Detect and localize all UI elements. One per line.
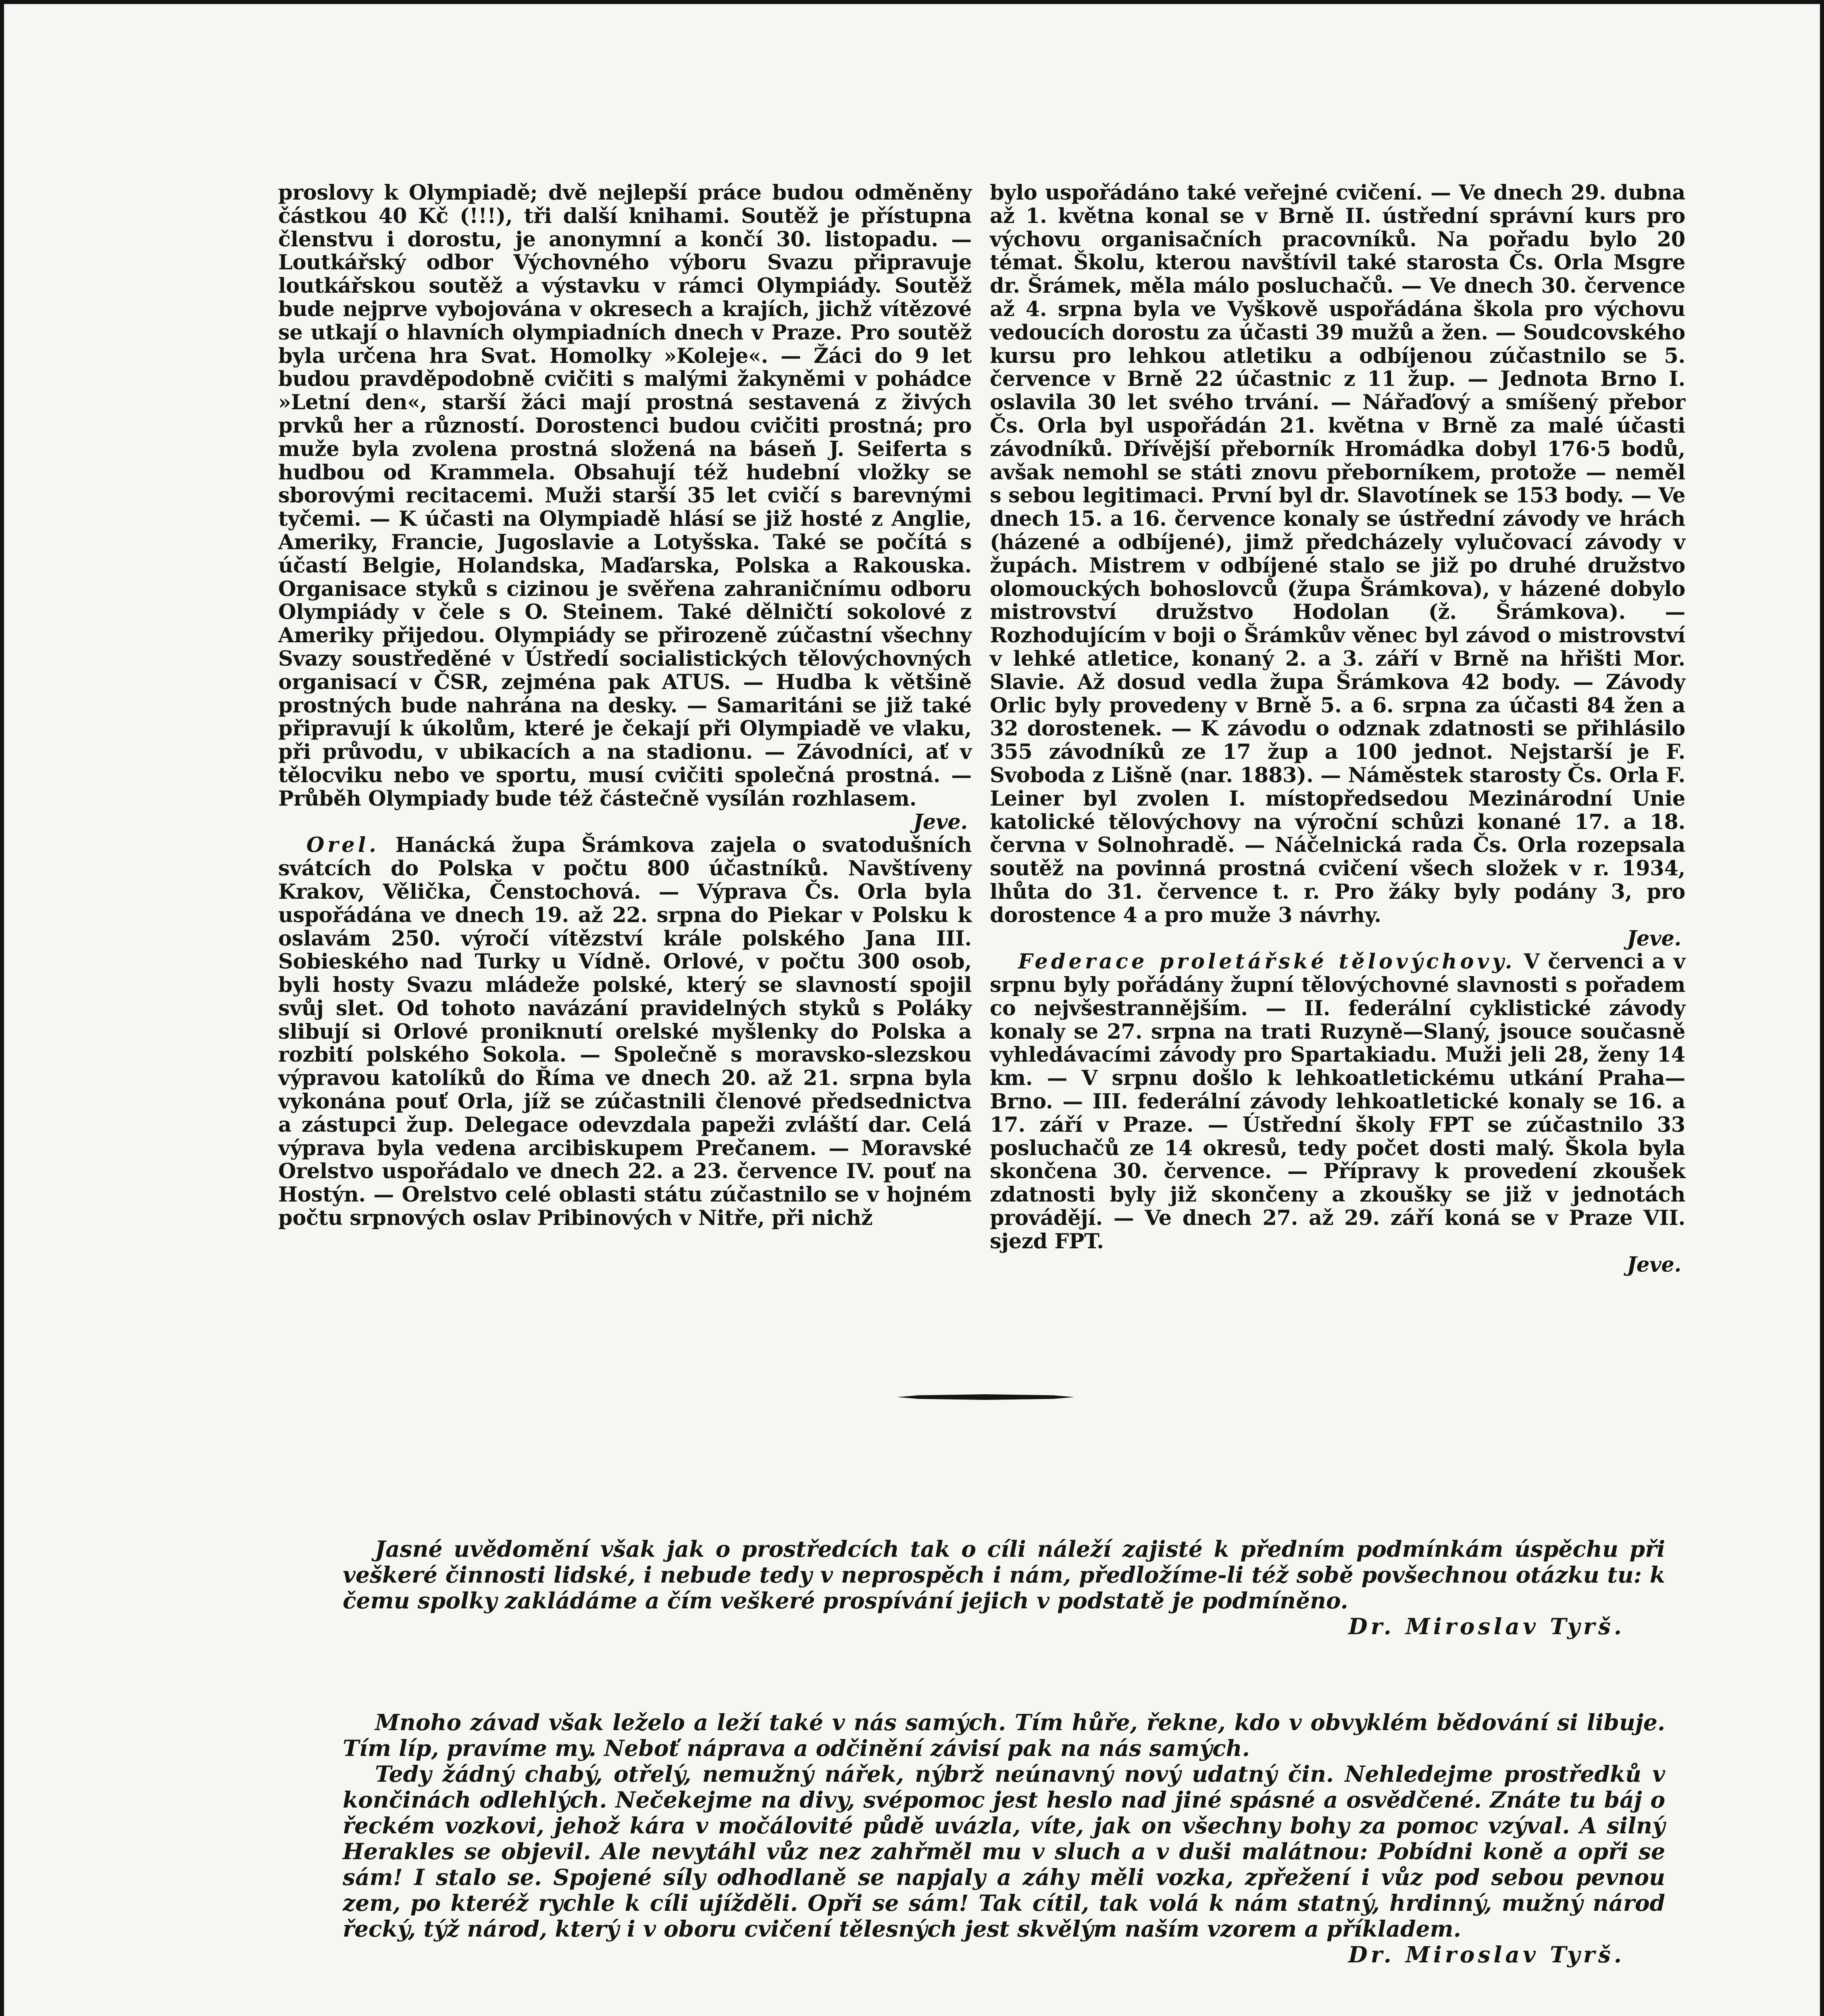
fpt-paragraph — [990, 950, 1685, 1253]
quote-author: Dr. Miroslav Tyrš. — [1348, 1941, 1625, 1968]
document-page — [4, 4, 1820, 2016]
olympiad-paragraph: proslovy k Olympiadě; dvě nejlepší práce budou odměněny částkou 40 Kč (!!!), tři další knihami. Soutěž je přístupna členstvu i dorostu, je anonymní a končí 30. listopadu. — Loutkářský odbor Výchovného výboru Svazu připravuje loutkářskou soutěž a výstavku v rámci Olympiády. Soutěž bude nejprve vybojována v okresech a krajích, jichž vítězové se utkají o hlavních olympiadních dnech v Praze. Pro soutěž byla určena hra Svat. Homolky »Koleje«. — Žáci do 9 let budou pravděpodobně cvičiti s malými žakyněmi v pohádce »Letní den«, starší žáci mají prostná sestavená z živých prvků her a růzností. Dorostenci budou cvičiti prostná; pro muže byla zvolena prostná složená na báseň J. Seiferta s hudbou od Krammela. Obsahují též hudební vložky se sborovými recitacemi. Muži starší 35 let cvičí s barevnými tyčemi. — K účasti na Olympiadě hlásí se již hosté z Anglie, Ameriky, Francie, Jugoslavie a Lotyšska. Také se počítá s účastí Belgie, Holandska, Maďarska, Polska a Rakouska. Organisace styků s cizinou je svěřena zahraničnímu odboru Olympiády v čele s O. Steinem. Také dělničtí sokolové z Ameriky přijedou. Olympiády se přirozeně zúčastní všechny Svazy soustředěné v Ústředí socialistických tělovýchovných organisací v ČSR, zejména pak ATUS. — Hudba k většině prostných bude nahrána na desky. — Samaritáni se již také připravují k úkolům, které je čekají při Olympiadě ve vlaku, při průvodu, v ubikacích a na stadionu. — Závodníci, ať v tělocviku nebo ve sportu, musí cvičiti společná prostná. — Průběh Olympiady bude též částečně vysílán rozhlasem. — [278, 181, 972, 811]
signature-jeve: Jeve. — [1627, 926, 1681, 951]
signature-jeve: Jeve. — [1627, 1252, 1681, 1277]
quote-author: Dr. Miroslav Tyrš. — [1348, 1613, 1625, 1639]
quote-text: Mnoho závad však leželo a leží také v nás samých. Tím hůře, řekne, kdo v obvyklém bědování si libuje. Tím líp, pravíme my. Neboť náprava a odčinění závisí pak na nás samých. — [343, 1709, 1665, 1761]
fpt-heading: Federace proletářské tělovýchovy. — [1018, 950, 1516, 974]
signature-jeve: Jeve. — [913, 810, 968, 834]
tyrs-quote-1 — [343, 1536, 1665, 1639]
orel-paragraph — [278, 834, 972, 1230]
left-column — [278, 181, 972, 1230]
orel-heading: Orel. — [306, 833, 379, 858]
tyrs-quote-2 — [343, 1710, 1665, 1968]
quote-text: Tedy žádný chabý, otřelý, nemužný nářek, nýbrž neúnavný nový udatný čin. Nehledejme prostředků v končinách odlehlých. Nečekejme na divy, svépomoc jest heslo nad jiné spásné a osvědčené. Znáte tu báj o řeckém vozkovi, jehož kára v močálovité půdě uvázla, víte, jak on všechny bohy za pomoc vzýval. A silný Herakles se objevil. Ale nevytáhl vůz nez zahřměl mu v sluch a v duši malátnou: Pobídni koně a opři se sám! I stalo se. Spojené síly odhodlaně se napjaly a záhy měli vozka, zpřežení i vůz pod sebou pevnou zem, po kteréž rychle k cíli ujížděli. Opři se sám! Tak cítil, tak volá k nám statný, hrdinný, mužný národ řecký, týž národ, který i v oboru cvičení tělesných jest skvělým naším vzorem a příkladem. — [343, 1761, 1665, 1942]
orel-text: Hanácká župa Šrámkova zajela o svatodušních svátcích do Polska v počtu 800 účastníků. Navštíveny Krakov, Vělička, Čenstochová. — Výprava Čs. Orla byla uspořádána ve dnech 19. až 22. srpna do Piekar v Polsku k oslavám 250. výročí vítězství krále polského Jana III. Sobieského nad Turky u Vídně. Orlové, v počtu 300 osob, byli hosty Svazu mládeže polské, který se slavností spojil svůj slet. Od tohoto navázání pravidelných styků s Poláky slibují si Orlové proniknutí orelské myšlenky do Polska a rozbití polského Sokola. — Společně s moravsko-slezskou výpravou katolíků do Říma ve dnech 20. až 21. srpna byla vykonána pouť Orla, jíž se zúčastnili členové předsednictva a zástupci žup. Delegace odevzdala papeži zvláští dar. Celá výprava byla vedena arcibiskupem Prečanem. — Moravské Orelstvo uspořádalo ve dnech 22. a 23. července IV. pouť na Hostýn. — Orelstvo celé oblasti státu zúčastnilo se v hojném počtu srpnových oslav Pribinových v Nitře, při nichž — [278, 833, 972, 1231]
orel-continued-paragraph: bylo uspořádáno také veřejné cvičení. — Ve dnech 29. dubna až 1. května konal se v Brně II. ústřední správní kurs pro výchovu organisačních pracovníků. Na pořadu bylo 20 témat. Školu, kterou navštívil také starosta Čs. Orla Msgre dr. Šrámek, měla málo posluchačů. — Ve dnech 30. července až 4. srpna byla ve Vyškově uspořádána škola pro výchovu vedoucích dorostu za účasti 39 mužů a žen. — Soudcovského kursu pro lehkou atletiku a odbíjenou zúčastnilo se 5. července v Brně 22 účastnic z 11 žup. — Jednota Brno I. oslavila 30 let svého trvání. — Nářaďový a smíšený přebor Čs. Orla byl uspořádán 21. května v Brně za malé účasti závodníků. Dřívější přeborník Hromádka dobyl 176·5 bodů, avšak nemohl se státi znovu přeborníkem, protože — neměl s sebou legitimaci. První byl dr. Slavotínek se 153 body. — Ve dnech 15. a 16. července konaly se ústřední závody ve hrách (házené a odbíjené), jimž předcházely vylučovací závody v župách. Mistrem v odbíjené stalo se již po druhé družstvo olomouckých bohoslovců (župa Šrámkova), v házené dobylo mistrovství družstvo Hodolan (ž. Šrámkova). — Rozhodujícím v boji o Šrámkův věnec byl závod o mistrovství v lehké atletice, konaný 2. a 3. září v Brně na hřišti Mor. Slavie. Až dosud vedla župa Šrámkova 42 body. — Závody Orlic byly provedeny v Brně 5. a 6. srpna za účasti 84 žen a 32 dorostenek. — K závodu o odznak zdatnosti se přihlásilo 355 závodníků ze 17 žup a 100 jednot. Nejstarší je F. Svoboda z Lišně (nar. 1883). — Náměstek starosty Čs. Orla F. Leiner byl zvolen I. místopředsedou Mezinárodní Unie katolické tělovýchovy na výroční schůzi konané 17. a 18. června v Solnohradě. — Náčelnická rada Čs. Orla rozepsala soutěž na povinná prostná cvičení všech složek v r. 1934, lhůta do 31. července t. r. Pro žáky byly podány 3, pro dorostence 4 a pro muže 3 návrhy. — [990, 181, 1685, 927]
section-divider — [897, 1394, 1074, 1400]
quote-text: Jasné uvědomění však jak o prostředcích tak o cíli náleží zajisté k předním podmínkám úspěchu při veškeré činnosti lidské, i nebude tedy v neprospěch i nám, předložíme-li též sobě povšechnou otázku tu: k čemu spolky zakládáme a čím veškeré prospívání jejich v podstatě je podmíněno. — [343, 1536, 1665, 1614]
fpt-text: V červenci a v srpnu byly pořádány župní tělovýchovné slavnosti s pořadem co nejvšestrannějším. — II. federální cyklistické závody konaly se 27. srpna na trati Ruzyně—Slaný, jsouce současně vyhledávacími závody pro Spartakiadu. Muži jeli 28, ženy 14 km. — V srpnu došlo k lehkoatletickému utkání Praha—Brno. — III. federální závody lehkoatletické konaly se 16. a 17. září v Praze. — Ústřední školy FPT se zúčastnilo 33 posluchačů ze 14 okresů, tedy počet dosti malý. Škola byla skončena 30. července. — Přípravy k provedení zkoušek zdatnosti byly již skončeny a zkoušky se již v jednotách provádějí. — Ve dnech 27. až 29. září koná se v Praze VII. sjezd FPT. — [990, 950, 1685, 1254]
right-column — [990, 181, 1685, 1277]
